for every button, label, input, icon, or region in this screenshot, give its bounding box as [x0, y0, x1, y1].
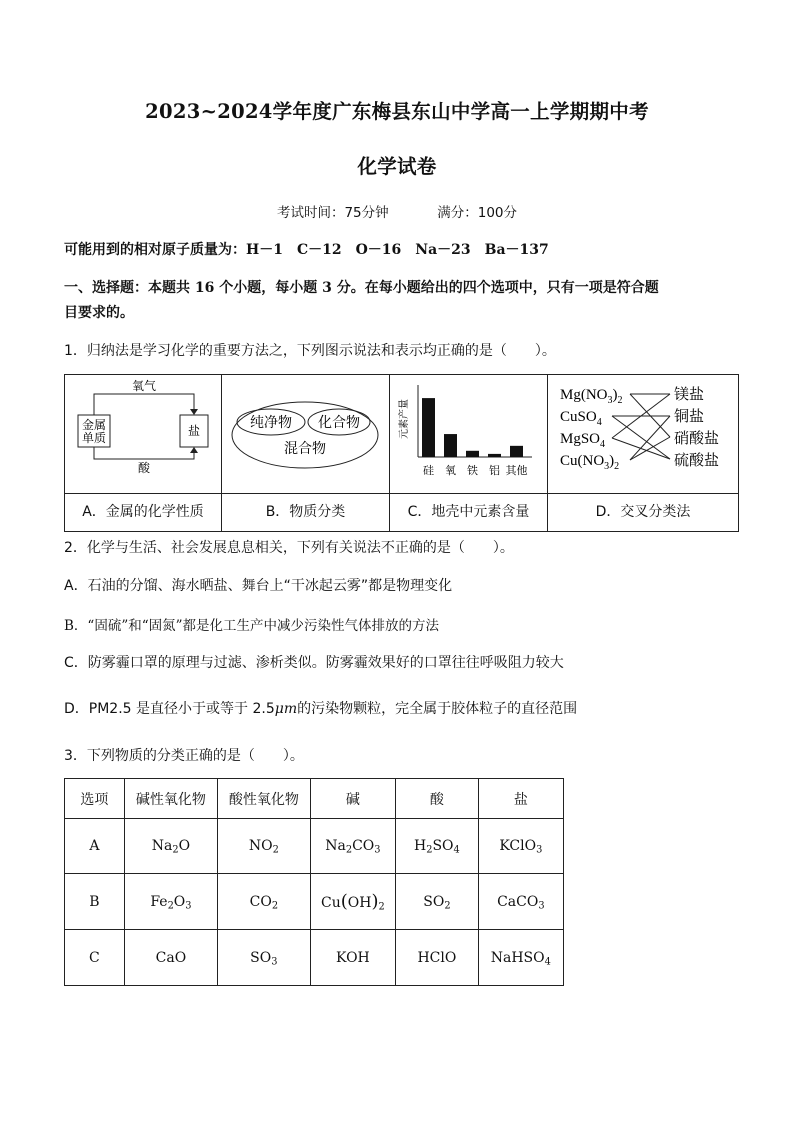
mg-sulfate-label: MgSO$_4$ — [560, 431, 606, 450]
element-label: 单质 — [81, 431, 107, 445]
cross-classification-diagram — [548, 375, 738, 493]
table-row — [65, 930, 564, 986]
q1-option-b: B．物质分类 — [222, 494, 390, 532]
cu-nitrate-label: $Cu(NO_3)_2$ — [560, 453, 620, 472]
exam-subtitle: 化学试卷 — [357, 155, 437, 178]
table-row — [65, 874, 564, 930]
mg-nitrate-label: $Mg(NO_3)_2$ — [560, 387, 623, 406]
q3-header-option: 选项 — [65, 779, 125, 819]
q1-option-c: C．地壳中元素含量 — [390, 494, 548, 532]
cell-formula: $SO_2$ — [396, 874, 478, 930]
compound-label: 化合物 — [318, 415, 360, 431]
cell-formula: $Na_2O$ — [124, 819, 217, 874]
cell-formula: CaO — [124, 930, 217, 986]
q3-stem: 3．下列物质的分类正确的是（ ）。 — [64, 748, 304, 764]
q2-option-c: C．防雾霾口罩的原理与过滤、渗析类似。防雾霾效果好的口罩往往呼吸阻力较大 — [64, 655, 564, 671]
mixture-label: 混合物 — [284, 441, 326, 457]
metal-label: 金属 — [81, 418, 107, 432]
exam-info — [0, 201, 794, 221]
bar-3 — [488, 454, 501, 457]
q1-options-table — [64, 374, 739, 532]
element-abundance-chart — [390, 375, 547, 493]
cell-formula: $SO_3$ — [218, 930, 311, 986]
sulfate-label: 硫酸盐 — [674, 451, 720, 469]
q3-header-base: 碱 — [310, 779, 396, 819]
category-label-0: 硅 — [423, 464, 434, 477]
bar-0 — [422, 398, 435, 457]
table-row — [65, 819, 564, 874]
q3-header-acidic-oxide: 酸性氧化物 — [218, 779, 311, 819]
cell-formula: $Fe_2O_3$ — [124, 874, 217, 930]
q3-header-basic-oxide: 碱性氧化物 — [124, 779, 217, 819]
diagram-d — [548, 375, 739, 494]
cell-formula: KOH — [310, 930, 396, 986]
metal-properties-diagram — [65, 375, 221, 493]
category-label-3: 铝 — [489, 464, 500, 477]
category-label-2: 铁 — [467, 464, 478, 477]
cell-formula: KClO$_3$ — [478, 819, 563, 874]
cell-formula: $CO_2$ — [218, 874, 311, 930]
cell-formula: $NO_2$ — [218, 819, 311, 874]
cell-formula: HClO — [396, 930, 478, 986]
diagram-a — [65, 375, 222, 494]
copper-salt-label: 铜盐 — [674, 407, 705, 425]
exam-time: 考试时间：75分钟 — [276, 205, 389, 221]
cell-formula: $H_2SO_4$ — [396, 819, 478, 874]
bar-1 — [444, 434, 457, 457]
acid-label: 酸 — [137, 461, 151, 475]
row-label-b: B — [65, 874, 125, 930]
q2-option-b: B．“固硫”和“固氮”都是化工生产中减少污染性气体排放的方法 — [64, 618, 440, 634]
q1-option-d: D．交叉分类法 — [548, 494, 739, 532]
cell-formula: NaHSO$_4$ — [478, 930, 563, 986]
section1-heading-line1: 一、选择题：本题共 16 个小题，每小题 3 分。在每小题给出的四个选项中，只有一项是符合题 — [64, 280, 659, 296]
diagram-c — [390, 375, 548, 494]
q2-option-d: D．PM2.5 是直径小于或等于 2.5μm的污染物颗粒，完全属于胶体粒子的直径范围 — [64, 701, 578, 717]
cu-sulfate-label: CuSO$_4$ — [560, 409, 602, 428]
bar-2 — [466, 451, 479, 457]
category-label-1: 氧 — [445, 464, 456, 477]
salt-label: 盐 — [187, 424, 201, 438]
diagram-b — [222, 375, 390, 494]
pure-substance-label: 纯净物 — [250, 415, 292, 431]
substance-classification-diagram — [222, 375, 389, 493]
atomic-mass-line: 可能用到的相对原子质量为：H－1 C－12 O－16 Na－23 Ba－137 — [64, 242, 549, 258]
q1-option-a: A．金属的化学性质 — [65, 494, 222, 532]
bar-4 — [510, 446, 523, 457]
q2-stem: 2．化学与生活、社会发展息息相关，下列有关说法不正确的是（ ）。 — [64, 540, 514, 556]
category-label-4: 其他 — [505, 464, 528, 477]
row-label-c: C — [65, 930, 125, 986]
full-score: 满分：100分 — [437, 205, 518, 221]
cell-formula: $Cu(OH)_2$ — [310, 874, 396, 930]
q1-stem: 1．归纳法是学习化学的重要方法之，下列图示说法和表示均正确的是（ ）。 — [64, 343, 556, 359]
section1-heading-line2: 目要求的。 — [64, 305, 134, 321]
nitrate-label: 硝酸盐 — [674, 429, 720, 447]
cell-formula: CaCO$_3$ — [478, 874, 563, 930]
q3-header-salt: 盐 — [478, 779, 563, 819]
q2-option-a: A．石油的分馏、海水晒盐、舞台上“干冰起云雾”都是物理变化 — [64, 578, 453, 594]
oxygen-label: 氧气 — [131, 379, 157, 393]
q3-header-acid: 酸 — [396, 779, 478, 819]
exam-title: 2023~2024学年度广东梅县东山中学高一上学期期中考 — [145, 100, 649, 123]
cell-formula: $Na_2CO_3$ — [310, 819, 396, 874]
chart-ylabel: 元素产量 — [399, 399, 410, 439]
row-label-a: A — [65, 819, 125, 874]
magnesium-salt-label: 镁盐 — [674, 385, 705, 403]
q3-classification-table — [64, 778, 564, 986]
